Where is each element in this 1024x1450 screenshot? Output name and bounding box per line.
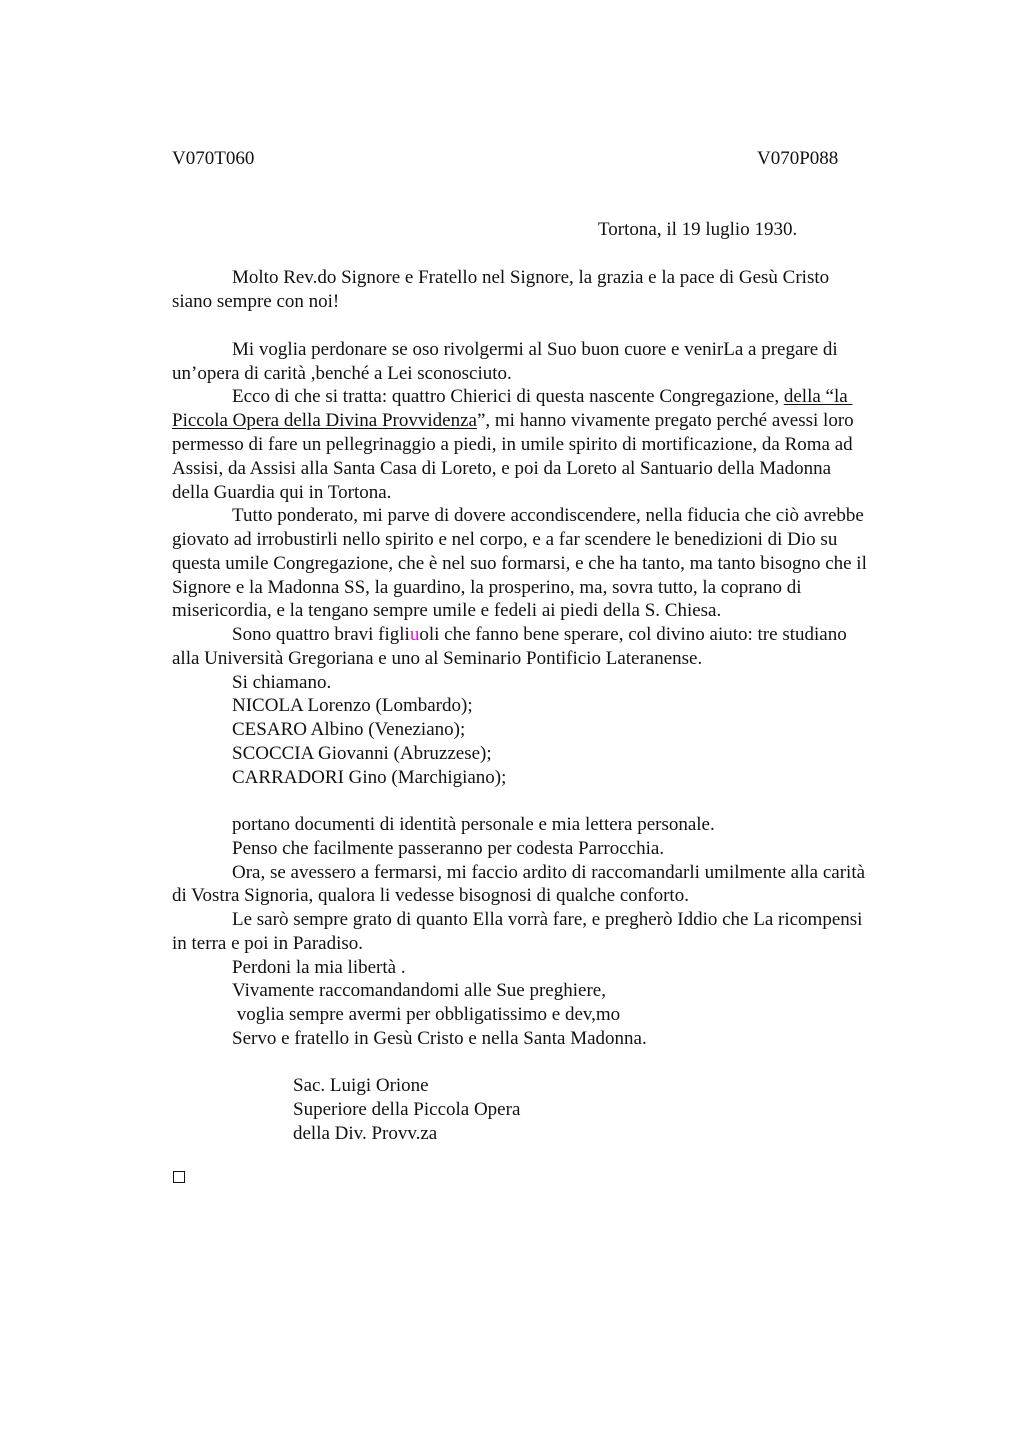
salutation-line: siano sempre con noi! [172,291,340,312]
name-entry: SCOCCIA Giovanni (Abruzzese); [232,743,492,764]
paragraph-line: un’opera di carità ,benché a Lei sconosciuto. [172,363,512,384]
document-code-right: V070P088 [757,148,839,169]
text-span: ”, mi hanno vivamente pregato perché avessi loro [476,410,854,431]
paragraph-line: Le sarò sempre grato di quanto Ella vorrà fare, e pregherò Iddio che La ricompensi [232,909,863,930]
signature-line: Superiore della Piccola Opera [293,1099,521,1120]
text-span: oli che fanno bene sperare, col divino aiuto: tre studiano [419,624,847,645]
closing-line: Perdoni la mia libertà . [232,957,406,978]
closing-line: voglia sempre avermi per obbligatissimo e dev,mo [232,1004,621,1025]
text-span: Ecco di che si tratta: quattro Chierici di questa nascente Congregazione, [232,386,784,407]
closing-line: Vivamente raccomandandomi alle Sue preghiere, [232,980,606,1001]
paragraph-line: della Guardia qui in Tortona. [172,482,392,503]
paragraph-line: questa umile Congregazione, che è nel suo formarsi, e che ha tanto, ma tanto bisogno che il [172,553,867,574]
paragraph-line: portano documenti di identità personale e mia lettera personale. [232,814,715,835]
paragraph-line: Signore e la Madonna SS, la guardino, la prosperino, ma, sovra tutto, la coprano di [172,577,802,598]
paragraph-line: Ora, se avessero a fermarsi, mi faccio ardito di raccomandarli umilmente alla carità [232,862,866,883]
name-entry: CARRADORI Gino (Marchigiano); [232,767,507,788]
signature-line: della Div. Provv.za [293,1123,438,1144]
name-entry: NICOLA Lorenzo (Lombardo); [232,695,473,716]
paragraph-line: alla Università Gregoriana e uno al Seminario Pontificio Lateranense. [172,648,703,669]
paragraph-line [172,409,854,433]
salutation-line: Molto Rev.do Signore e Fratello nel Signore, la grazia e la pace di Gesù Cristo [232,267,830,288]
names-intro: Si chiamano. [232,672,332,693]
place-date: Tortona, il 19 luglio 1930. [598,219,798,240]
underlined-text: della “la [783,386,853,407]
paragraph-line [232,623,847,647]
paragraph-line [232,385,852,409]
paragraph-line: permesso di fare un pellegrinaggio a piedi, in umile spirito di mortificazione, da Roma ad [172,434,853,455]
paragraph-line: Penso che facilmente passeranno per codesta Parrocchia. [232,838,665,859]
empty-box-icon [173,1171,185,1183]
highlighted-letter: u [409,624,420,645]
paragraph-line: giovato ad irrobustirli nello spirito e nel corpo, e a far scendere le benedizioni di Dio su [172,529,838,550]
paragraph-line: in terra e poi in Paradiso. [172,933,364,954]
document-code-left: V070T060 [172,148,255,169]
signature-line: Sac. Luigi Orione [293,1075,429,1096]
paragraph-line: Mi voglia perdonare se oso rivolgermi al Suo buon cuore e venirLa a pregare di [232,339,838,360]
name-entry: CESARO Albino (Veneziano); [232,719,466,740]
paragraph-line: misericordia, e la tengano sempre umile e fedeli ai piedi della S. Chiesa. [172,600,722,621]
text-span: Sono quattro bravi figli [232,624,410,645]
paragraph-line: Assisi, da Assisi alla Santa Casa di Loreto, e poi da Loreto al Santuario della Madonna [172,458,832,479]
paragraph-line: Tutto ponderato, mi parve di dovere accondiscendere, nella fiducia che ciò avrebbe [232,505,864,526]
underlined-text: Piccola Opera della Divina Provvidenza [172,410,477,431]
closing-line: Servo e fratello in Gesù Cristo e nella Santa Madonna. [232,1028,647,1049]
paragraph-line: di Vostra Signoria, qualora li vedesse bisognosi di qualche conforto. [172,885,689,906]
